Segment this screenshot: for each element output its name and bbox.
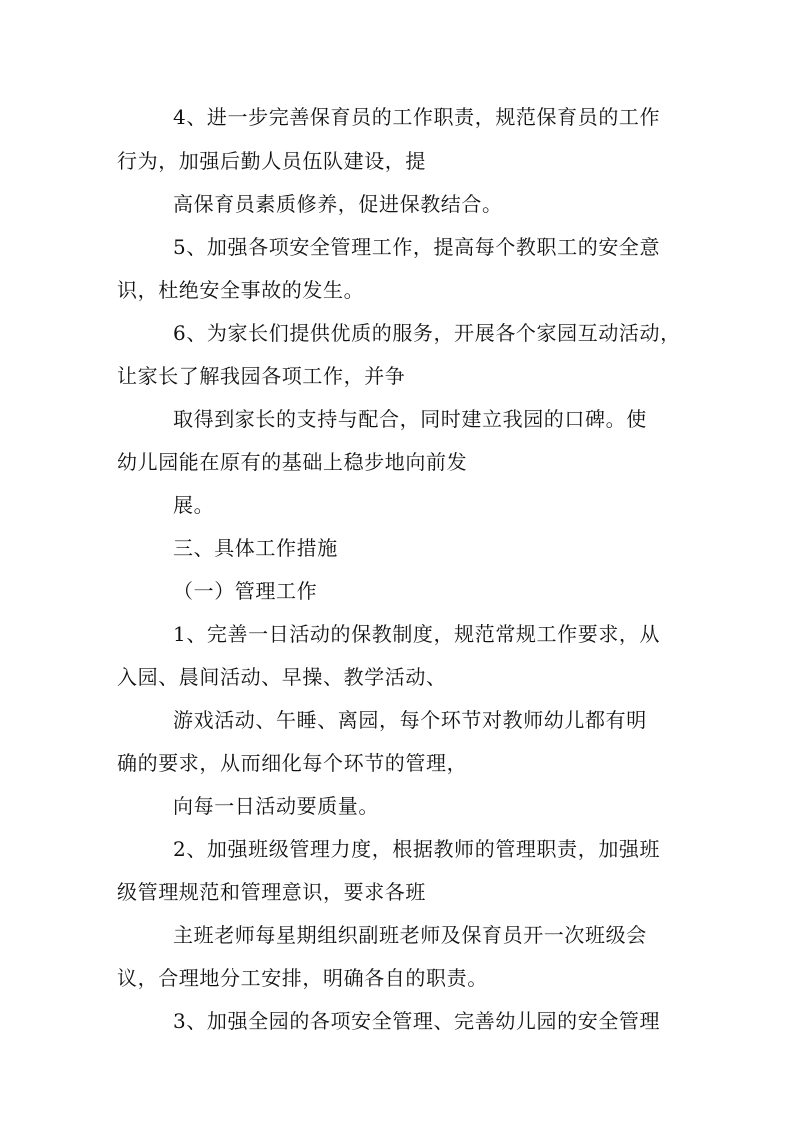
text-line: 向每一日活动要质量。 [173,794,379,818]
text-line: 高保育员素质修养，促进保教结合。 [173,192,503,216]
text-line: 5、加强各项安全管理工作，提高每个教职工的安全意 [173,235,661,259]
text-line: 让家长了解我园各项工作，并争 [117,364,406,388]
text-line: 幼儿园能在原有的基础上稳步地向前发 [117,450,468,474]
text-line: 游戏活动、午睡、离园，每个环节对教师幼儿都有明 [173,708,647,732]
subsection-heading: （一）管理工作 [173,579,318,603]
section-heading: 三、具体工作措施 [173,536,338,560]
text-line: 议，合理地分工安排，明确各自的职责。 [117,966,488,990]
text-line: 4、进一步完善保育员的工作职责，规范保育员的工作 [173,105,661,129]
text-line: 级管理规范和管理意识，要求各班 [117,880,426,904]
text-line: 入园、晨间活动、早操、教学活动、 [117,665,447,689]
text-line: 6、为家长们提供优质的服务，开展各个家园互动活动， [173,321,681,345]
text-line: 展。 [173,493,215,517]
text-line: 主班老师每星期组织副班老师及保育员开一次班级会 [173,923,647,947]
text-line: 1、完善一日活动的保教制度，规范常规工作要求，从 [173,622,661,646]
text-line: 确的要求，从而细化每个环节的管理， [117,751,468,775]
text-line: 2、加强班级管理力度，根据教师的管理职责，加强班 [173,837,661,861]
text-line: 行为，加强后勤人员伍队建设，提 [117,149,426,173]
text-line: 识，杜绝安全事故的发生。 [117,278,365,302]
text-line: 3、加强全园的各项安全管理、完善幼儿园的安全管理 [173,1009,661,1033]
text-line: 取得到家长的支持与配合，同时建立我园的口碑。使 [173,407,647,431]
